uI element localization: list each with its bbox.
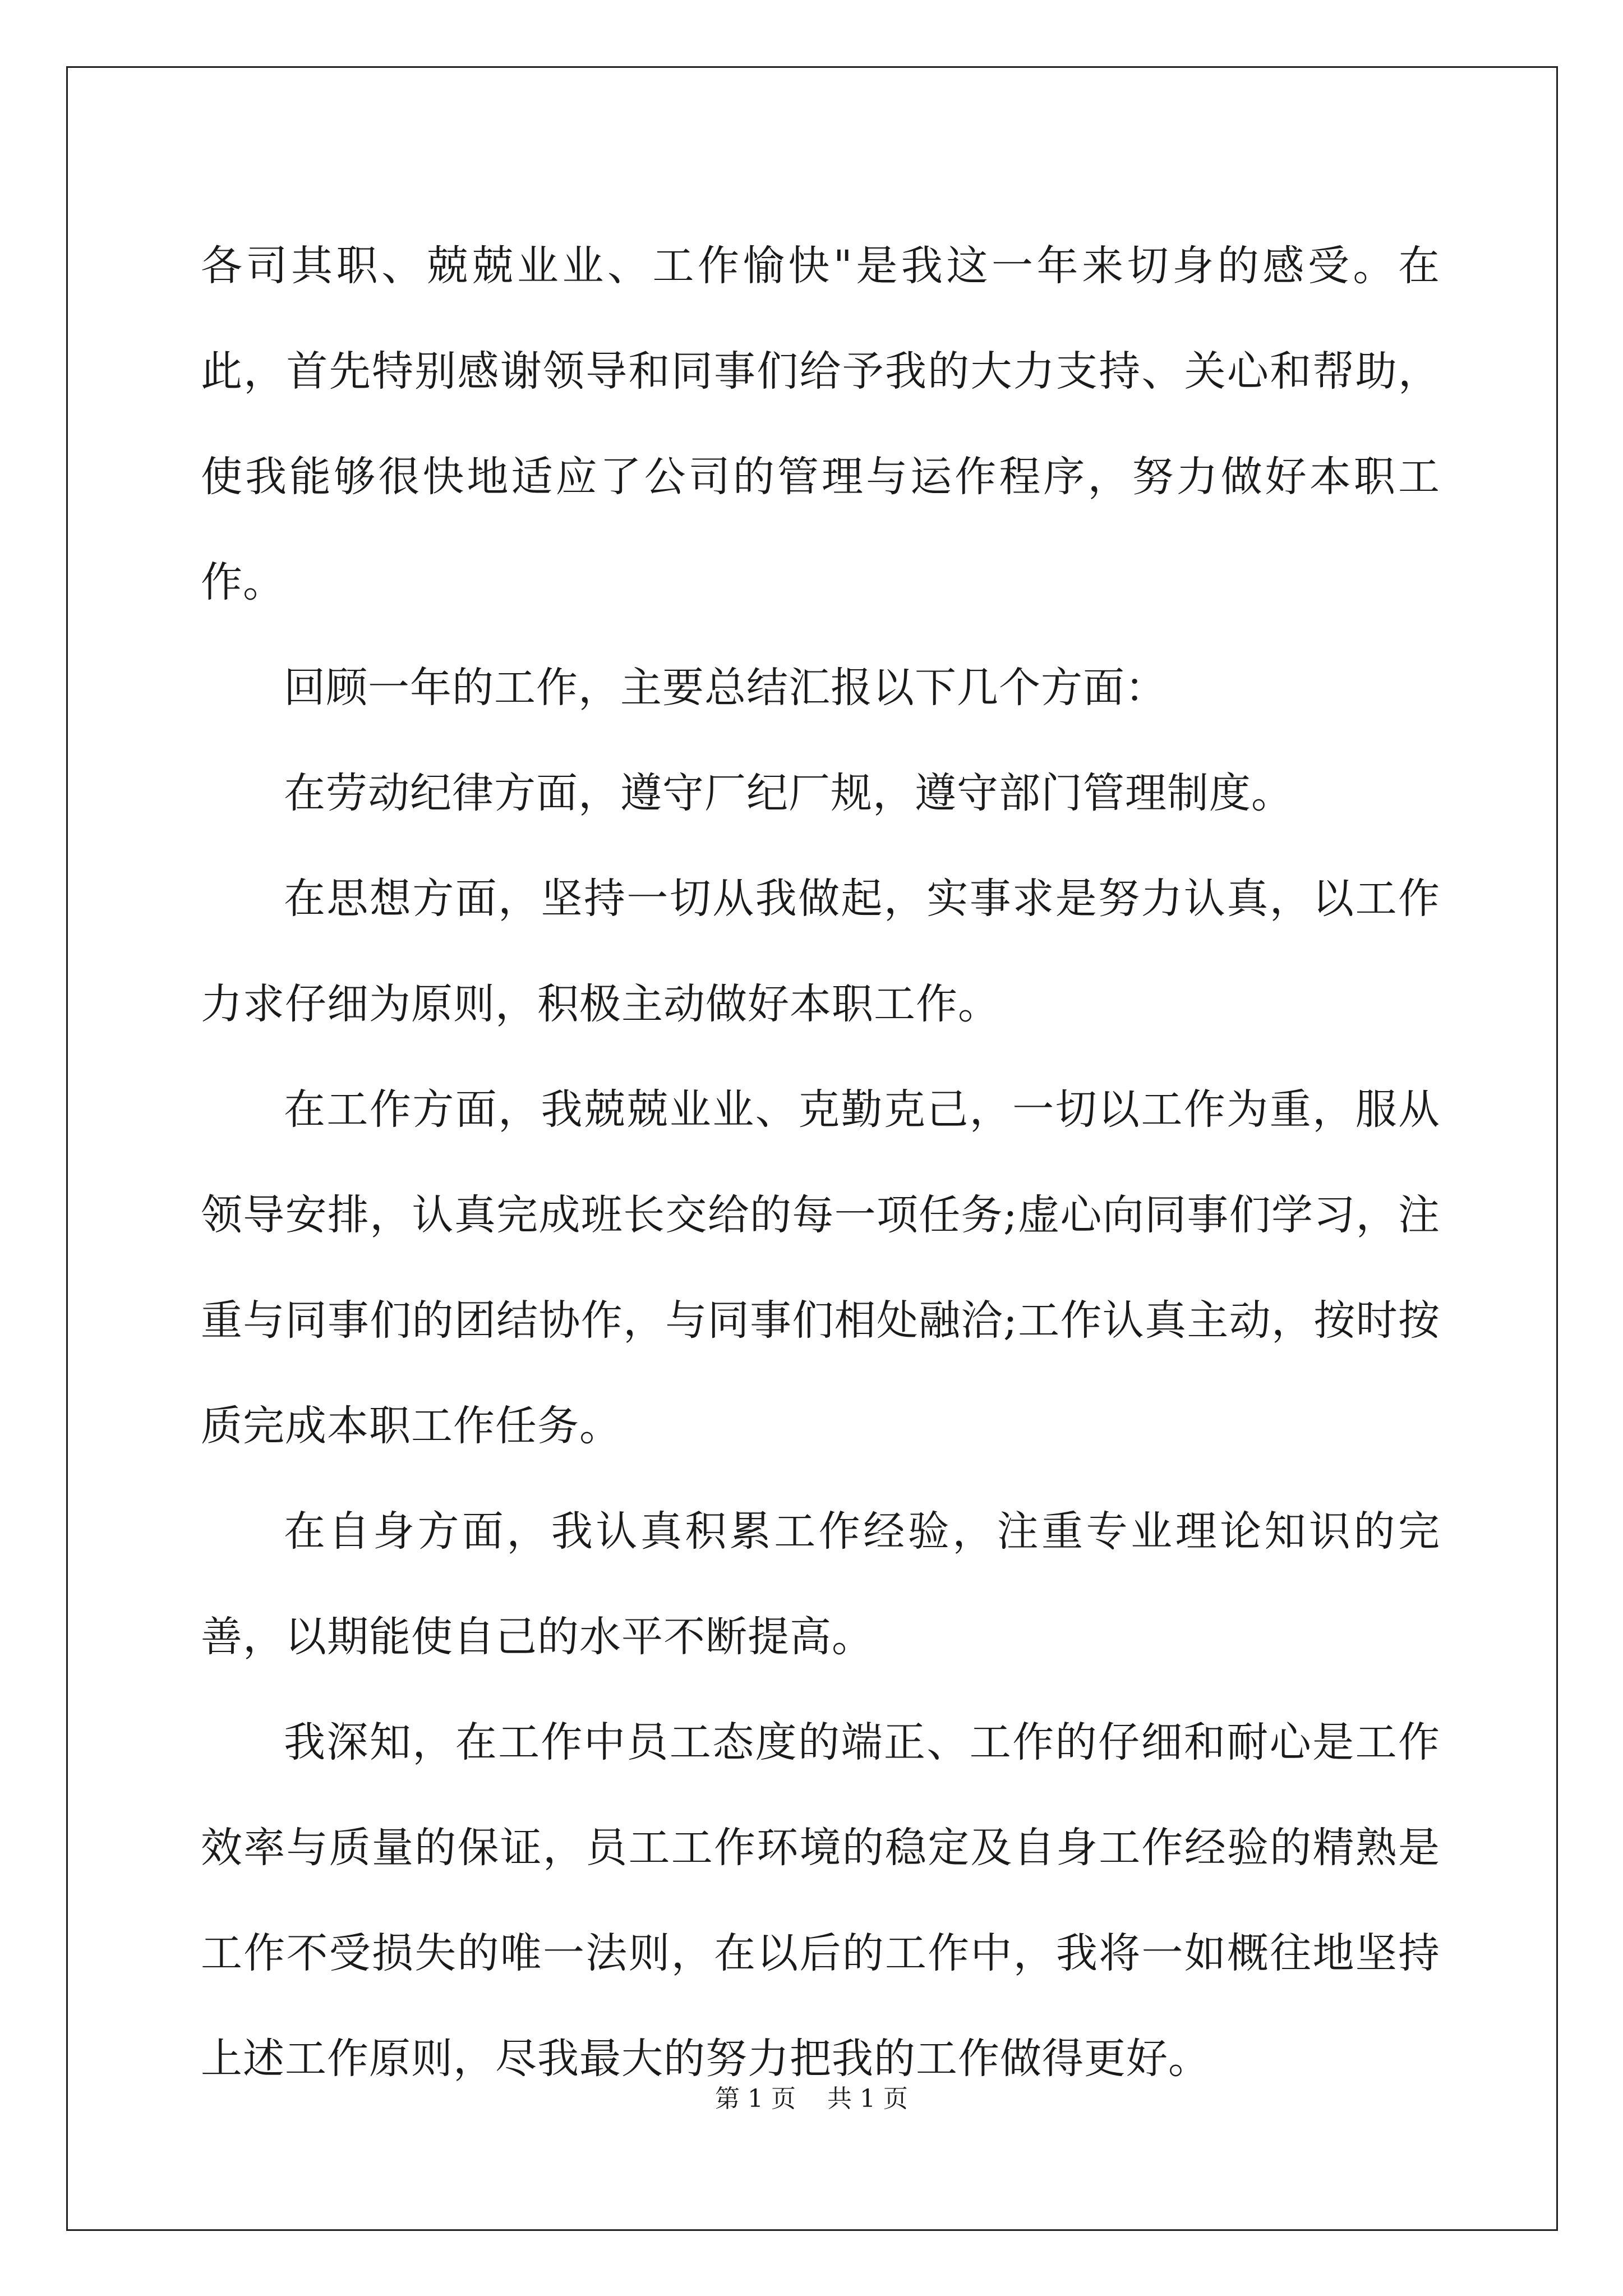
paragraph-self: 在自身方面，我认真积累工作经验，注重专业理论知识的完善，以期能使自己的水平不断提高。 [201, 1507, 1440, 1661]
paragraph-discipline: 在劳动纪律方面，遵守厂纪厂规，遵守部门管理制度。 [284, 769, 1293, 817]
document-body [201, 213, 1440, 2111]
paragraph-work: 在工作方面，我兢兢业业、克勤克己，一切以工作为重，服从领导安排，认真完成班长交给的每一项任务;虚心向同事们学习，注重与同事们的团结协作，与同事们相处融洽;工作认真主动，按时按质完成本职工作任务。 [201, 1085, 1440, 1450]
page-number-footer: 第 1 页 共 1 页 [715, 2085, 908, 2113]
paragraph-thinking: 在思想方面，坚持一切从我做起，实事求是努力认真，以工作力求仔细为原则，积极主动做好本职工作。 [201, 875, 1440, 1028]
paragraph-review: 回顾一年的工作，主要总结汇报以下几个方面： [284, 664, 1167, 712]
paragraph-conclusion: 我深知，在工作中员工态度的端正、工作的仔细和耐心是工作效率与质量的保证，员工工作环境的稳定及自身工作经验的精熟是工作不受损失的唯一法则，在以后的工作中，我将一如概往地坚持上述工作原则，尽我最大的努力把我的工作做得更好。 [201, 1718, 1440, 2083]
paragraph-intro: 各司其职、兢兢业业、工作愉快"是我这一年来切身的感受。在此，首先特别感谢领导和同事们给予我的大力支持、关心和帮助，使我能够很快地适应了公司的管理与运作程序，努力做好本职工作。 [201, 242, 1440, 606]
